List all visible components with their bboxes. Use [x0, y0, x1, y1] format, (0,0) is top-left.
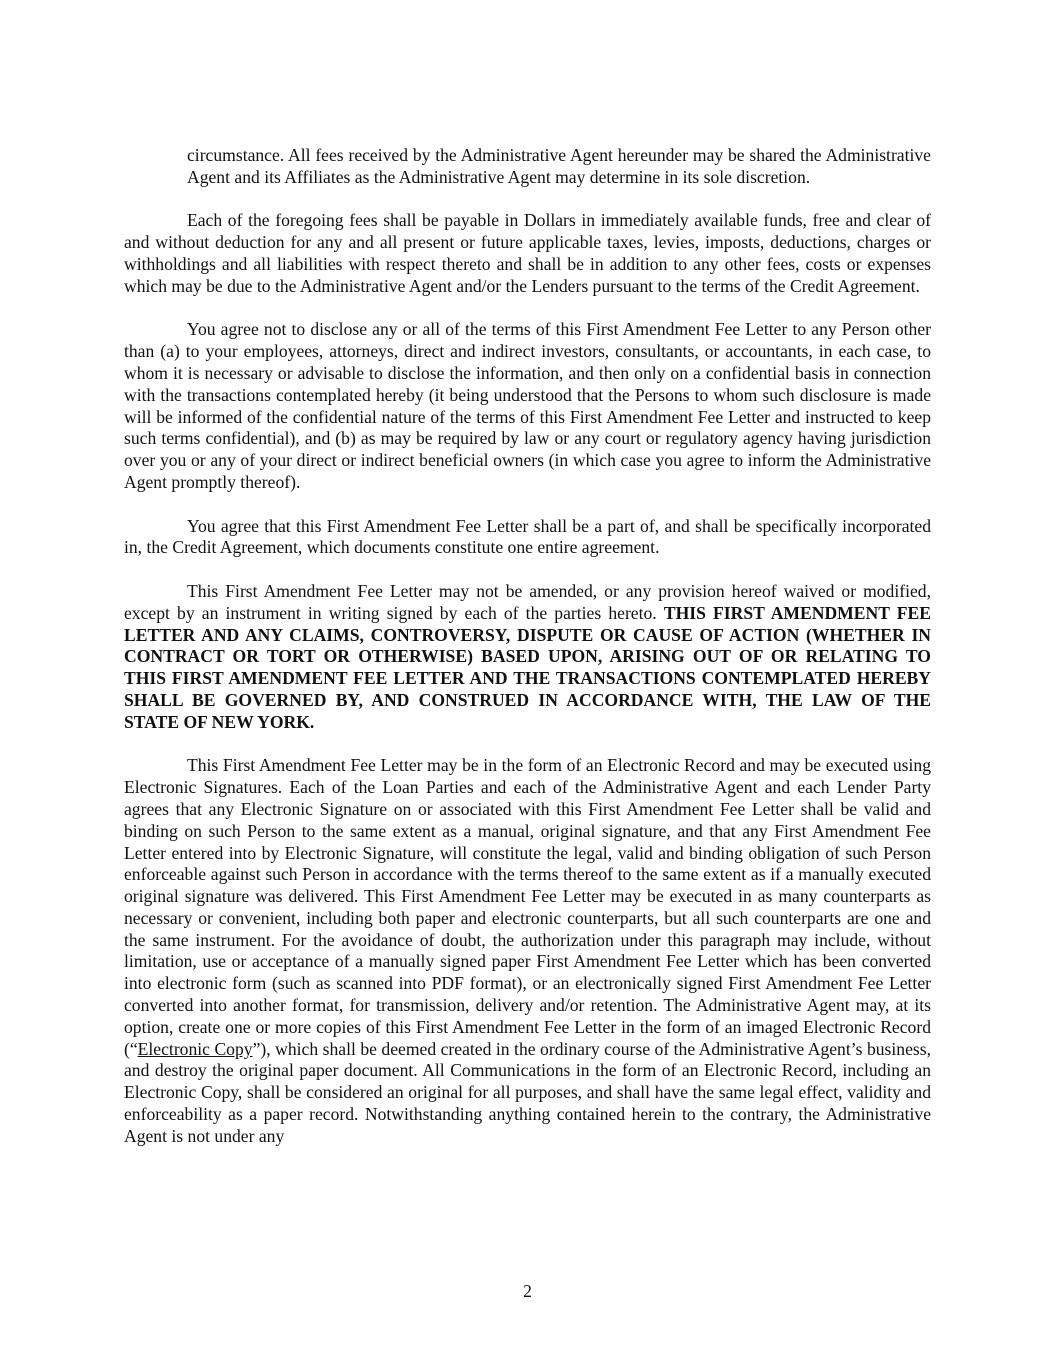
page-number: 2	[523, 1281, 532, 1301]
paragraph-governing-law	[124, 581, 931, 734]
amendment-clause: This First Amendment Fee Letter may not be amended, or any provision hereof waived or modified, except by an instrument in writing signed by each of the parties hereto.	[124, 580, 931, 623]
paragraph-confidentiality: You agree not to disclose any or all of the terms of this First Amendment Fee Letter to any Person other than (a) to your employees, attorneys, direct and indirect investors, consultants, or accountants, in each case, to whom it is necessary or advisable to disclose the information, and then only on a confidential basis in connection with the transactions contemplated hereby (it being understood that the Persons to whom such disclosure is made will be informed of the confidential nature of the terms of this First Amendment Fee Letter and instructed to keep such terms confidential), and (b) as may be required by law or any court or regulatory agency having jurisdiction over you or any of your direct or indirect beneficial owners (in which case you agree to inform the Administrative Agent promptly thereof).	[124, 319, 931, 492]
paragraph-fees-sharing: circumstance. All fees received by the Administrative Agent hereunder may be shared the Administrative Agent and its Affiliates as the Administrative Agent may determine in its sole discretion.	[187, 145, 931, 187]
governing-law-clause: THIS FIRST AMENDMENT FEE LETTER AND ANY CLAIMS, CONTROVERSY, DISPUTE OR CAUSE OF ACTION (WHETHER IN CONTRACT OR TORT OR OTHERWISE) BASED UPON, ARISING OUT OF OR RELATING TO THIS FIRST AMENDMENT FEE LETTER AND THE TRANSACTIONS CONTEMPLATED HEREBY SHALL BE GOVERNED BY, AND CONSTRUED IN ACCORDANCE WITH, THE LAW OF THE STATE OF NEW YORK.	[124, 602, 931, 732]
defined-term-electronic-copy: Electronic Copy	[137, 1038, 253, 1059]
electronic-signatures-text-2: ”), which shall be deemed created in the ordinary course of the Administrative Agent’s business, and destroy the original paper document. All Communications in the form of an Electronic Record, including an Electronic Copy, shall be considered an original for all purposes, and shall have the same legal effect, validity and enforceability as a paper record. Notwithstanding anything contained herein to the contrary, the Administrative Agent is not under any	[124, 1038, 931, 1146]
document-page	[124, 145, 931, 1169]
electronic-signatures-text-1: This First Amendment Fee Letter may be in the form of an Electronic Record and may be executed using Electronic Signatures. Each of the Loan Parties and each of the Administrative Agent and each Lender Party agrees that any Electronic Signature on or associated with this First Amendment Fee Letter shall be valid and binding on such Person to the same extent as a manual, original signature, and that any First Amendment Fee Letter entered into by Electronic Signature, will constitute the legal, valid and binding obligation of such Person enforceable against such Person in accordance with the terms thereof to the same extent as if a manually executed original signature was delivered. This First Amendment Fee Letter may be executed in as many counterparts as necessary or convenient, including both paper and electronic counterparts, but all such counterparts are one and the same instrument. For the avoidance of doubt, the authorization under this paragraph may include, without limitation, use or acceptance of a manually signed paper First Amendment Fee Letter which has been converted into electronic form (such as scanned into PDF format), or an electronically signed First Amendment Fee Letter converted into another format, for transmission, delivery and/or retention. The Administrative Agent may, at its option, create one or more copies of this First Amendment Fee Letter in the form of an imaged Electronic Record (“	[124, 755, 931, 1059]
paragraph-electronic-signatures	[124, 755, 931, 1147]
paragraph-incorporation: You agree that this First Amendment Fee Letter shall be a part of, and shall be specifically incorporated in, the Credit Agreement, which documents constitute one entire agreement.	[124, 515, 931, 558]
paragraph-fees-payable: Each of the foregoing fees shall be payable in Dollars in immediately available funds, free and clear of and without deduction for any and all present or future applicable taxes, levies, imposts, deductions, charges or withholdings and all liabilities with respect thereto and shall be in addition to any other fees, costs or expenses which may be due to the Administrative Agent and/or the Lenders pursuant to the terms of the Credit Agreement.	[124, 210, 931, 296]
